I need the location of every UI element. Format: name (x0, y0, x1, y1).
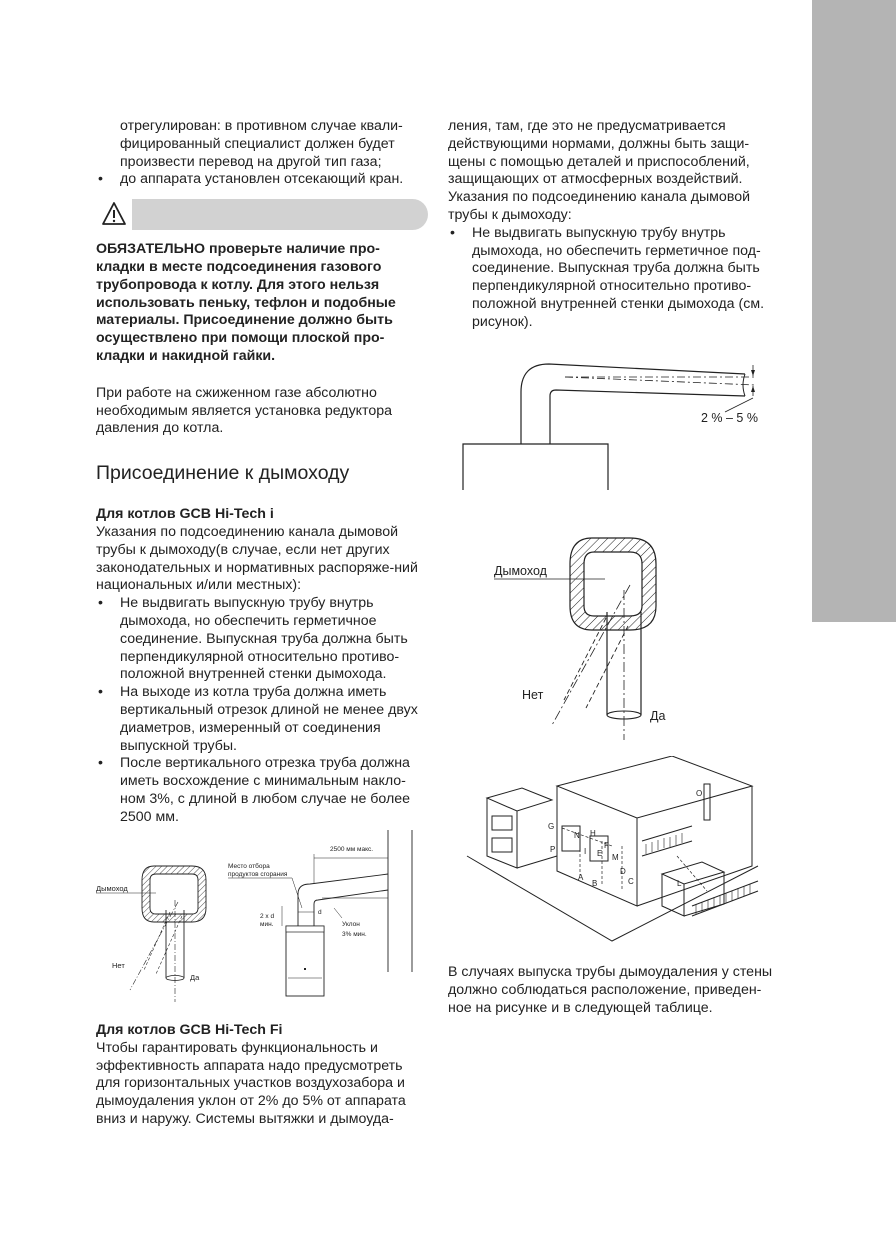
house-letter-f: F (604, 841, 609, 850)
intro-line-3: произвести перевод на другой тип газа; (120, 153, 382, 170)
house-letter-l: L (677, 879, 682, 888)
no-label: Нет (522, 688, 544, 702)
sample-point-line1: Место отбора (228, 863, 270, 870)
small-no-label: Нет (112, 961, 125, 970)
subtitle-gcb-i: Для котлов GCB Hi-Tech i (96, 506, 274, 523)
d-label: d (318, 909, 322, 916)
warning-lead: ОБЯЗАТЕЛЬНО (96, 241, 206, 258)
slope-min-line2: 3% мин. (342, 931, 367, 938)
right-cont-text: ления, там, где это не предусматривается действующими нормами, должны быть защи-щены с помощью деталей и приспособлений, защищающих от атмосферных воздействий. Указания по подсоединению канала дымовой трубы к дымоходу: (448, 118, 751, 223)
bullet-i-3: • После вертикального отрезка труба должна иметь восхождение с минимальным накло-ном 3%, с длиной в любом случае не более 2500 мм. (96, 755, 428, 826)
house-letter-m: M (612, 853, 619, 862)
bullet-i-1: • Не выдвигать выпускную трубу внутрь дымохода, но обеспечить герметичное соединение. Выпускная труба должна быть перпендикулярной относительно противо-положной внутренней стенки дымохода. (96, 595, 428, 684)
house-figure (462, 756, 762, 942)
yes-label: Да (650, 709, 666, 723)
left-column (96, 118, 428, 827)
slope-min-line1: Уклон (342, 921, 360, 928)
boiler-flue-figure (222, 826, 428, 1002)
two-d-line1: 2 x d (260, 913, 275, 920)
house-letter-i: I (584, 847, 587, 856)
intro-list (96, 171, 428, 189)
warning-bar (96, 199, 428, 230)
left-bottom-block (96, 1022, 428, 1129)
house-letter-b: B (592, 879, 598, 888)
subtitle-gcb-fi: Для котлов GCB Hi-Tech Fi (96, 1022, 283, 1038)
chimney-label: Дымоход (494, 564, 547, 578)
small-yes-label: Да (190, 973, 200, 982)
warning-text (96, 241, 428, 366)
house-letter-e: E (597, 849, 603, 858)
section-title: Присоединение к дымоходу (96, 462, 350, 485)
max-length-label: 2500 мм макс. (330, 846, 374, 853)
right-bullet: • Не выдвигать выпускную трубу внутрь дымохода, но обеспечить герметичное под-соединение. Выпускная труба должна быть перпендикулярной относительно противо-положной внутренней стенки дымохода (см. рисунок). (448, 225, 778, 332)
bullet-i-2: • На выходе из котла труба должна иметь вертикальный отрезок длиной не менее двух диаметров, измеренный от соединения выпускной трубы. (96, 684, 428, 755)
right-list (448, 225, 778, 332)
house-letter-d: D (620, 867, 626, 876)
para-gcb-i: Указания по подсоединению канала дымовой трубы к дымоходу(в случае, если нет других законодательных и нормативных распоряже-ний национальных и/или местных): (96, 523, 418, 594)
house-letter-c: C (628, 877, 634, 886)
sample-point-line2: продуктов сгорания (228, 871, 288, 878)
intro-bullet: • до аппарата установлен отсекающий кран. (96, 171, 428, 189)
house-letter-g: G (548, 822, 555, 831)
warning-icon (96, 199, 132, 230)
para-gcb-fi: Чтобы гарантировать функциональность и эффективность аппарата надо предусмотреть для горизонтальных участков воздухозабора и дымоудаления уклон от 2% до 5% от аппарата вниз и наружу. Системы вытяжки и дымоуда- (96, 1039, 406, 1127)
house-letter-a: A (578, 873, 584, 882)
bullets-gcb-i (96, 595, 428, 826)
right-bottom-text (448, 964, 778, 1017)
intro-line-2: фицированный специалист должен будет (120, 135, 395, 152)
wall-outlet-text: В случаях выпуска трубы дымоудаления у стены должно соблюдаться расположение, приведен-ное на рисунке и в следующей таблице. (448, 964, 773, 1016)
house-letter-p: P (550, 845, 556, 854)
house-letter-o: O (696, 789, 703, 798)
lpg-text: При работе на сжиженном газе абсолютно необходимым является установка редуктора давления до котла. (96, 384, 393, 437)
chimney-figure-small (94, 860, 214, 1002)
warning-body: проверьте наличие про-кладки в месте подсоединения газового трубопровода к котлу. Для этого нельзя использовать пеньку, тефлон и подобные материалы. Присоединение должно быть осуществлено при помощи плоской про-кладки и накидной гайки. (96, 241, 396, 364)
right-column (448, 118, 778, 332)
chimney-figure-right (480, 530, 700, 740)
slope-pipe-figure (455, 350, 775, 492)
house-letter-h: H (590, 829, 596, 838)
slope-label: 2 % – 5 % (701, 411, 758, 425)
intro-line-1: отрегулирован: в противном случае квали- (120, 118, 403, 134)
house-letter-n: N (574, 831, 580, 840)
two-d-line2: мин. (260, 921, 274, 928)
small-chimney-label: Дымоход (96, 884, 128, 893)
side-tab (812, 0, 896, 622)
